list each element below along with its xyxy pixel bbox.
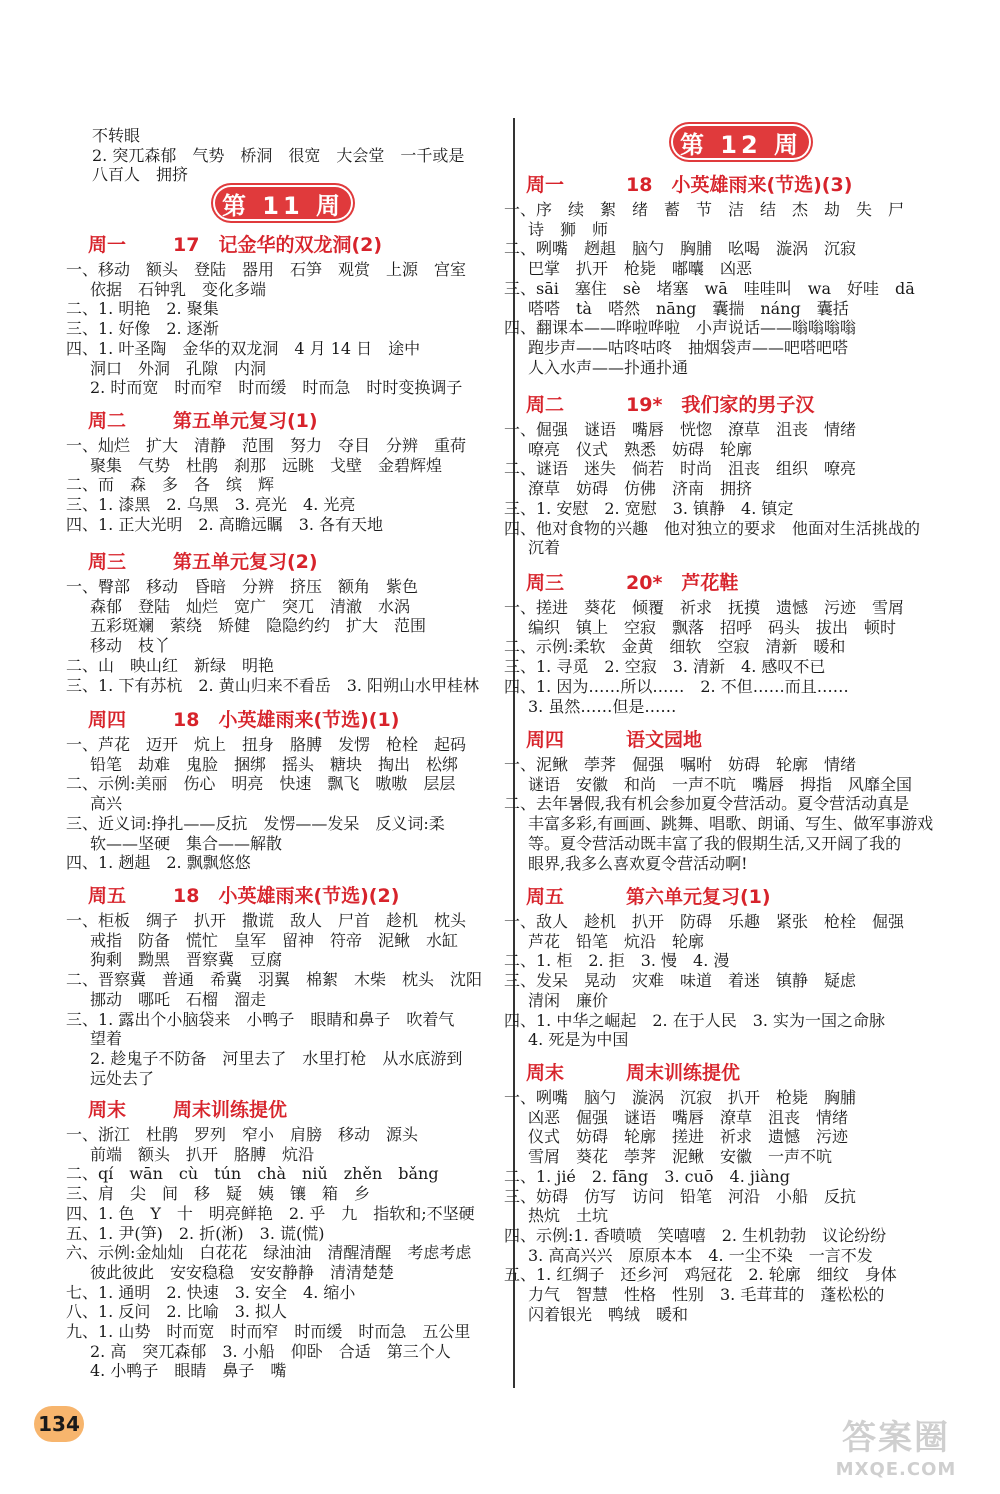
answer-line: 芦花 铅笔 炕沿 轮廓	[528, 931, 705, 951]
answer-line: 热炕 土坑	[528, 1206, 609, 1226]
answer-line: 3. 高高兴兴 原原本本 4. 一尘不染 一言不发	[528, 1245, 873, 1265]
answer-line: 四、翻课本——哗啦哗啦 小声说话——嗡嗡嗡嗡	[504, 318, 857, 338]
answer-line: 二、谜语 迷失 倘若 时尚 沮丧 组织 嘹亮	[504, 459, 857, 479]
answer-line: 一、泥鳅 荸荠 倔强 嘱咐 妨碍 轮廓 情绪	[504, 755, 857, 774]
lesson-title: 19* 我们家的男子汉	[626, 394, 815, 416]
answer-line: 四、他对食物的兴趣 他对独立的要求 他面对生活挑战的	[504, 518, 921, 538]
answer-line: 五、1. 红绸子 还乡河 鸡冠花 2. 轮廓 细纹 身体	[504, 1265, 897, 1285]
day-label: 周二	[88, 410, 127, 432]
answer-line: 八、1. 反问 2. 比喻 3. 拟人	[66, 1302, 288, 1322]
answer-line: 2. 时而宽 时而窄 时而缓 时而急 时时变换调子	[90, 378, 463, 398]
answer-line: 跑步声——咕咚咕咚 抽烟袋声——吧嗒吧嗒	[528, 337, 849, 357]
answer-line: 一、浙江 杜鹃 罗列 窄小 肩膀 移动 源头	[66, 1125, 419, 1144]
answer-line: 三、近义词:挣扎——反抗 发愣——发呆 反义词:柔	[66, 813, 445, 833]
answer-line: 4. 死是为中国	[528, 1030, 629, 1050]
answer-line: 编织 镇上 空寂 飘落 招呼 码头 拔出 顿时	[528, 617, 897, 637]
answer-line: 二、山 映山红 新绿 明艳	[66, 655, 275, 675]
intro-line: 不转眼	[92, 126, 141, 145]
answer-line: 四、1. 因为……所以…… 2. 不但……而且……	[504, 676, 849, 696]
answer-line: 三、sāi 塞住 sè 堵塞 wā 哇哇叫 wa 好哇 dā	[504, 278, 915, 298]
answer-line: 一、移动 额头 登陆 器用 石笋 观赏 上源 宫室	[66, 260, 467, 279]
answer-line: 诗 狮 师	[528, 219, 609, 239]
watermark-big: 答案圈	[842, 1418, 950, 1458]
day-label: 周三	[88, 551, 127, 573]
answer-line: 凶恶 倔强 谜语 嘴唇 潦草 沮丧 情绪	[528, 1107, 849, 1127]
answer-line: 二、1. 明艳 2. 聚集	[66, 299, 219, 319]
answer-line: 谜语 安徽 和尚 一声不吭 嘴唇 拇指 风靡全国	[528, 774, 913, 794]
answer-line: 闪着银光 鸭绒 暖和	[528, 1304, 689, 1324]
answer-line: 聚集 气势 杜鹃 刹那 远眺 戈壁 金碧辉煌	[90, 455, 443, 475]
answer-line: 三、1. 露出个小脑袋来 小鸭子 眼睛和鼻子 吹着气	[66, 1009, 455, 1029]
lesson-title: 第六单元复习(1)	[626, 886, 771, 908]
answer-line: 巴掌 扒开 枪毙 嘟囔 凶恶	[528, 259, 753, 279]
answer-line: 五彩斑斓 萦绕 矫健 隐隐约约 扩大 范围	[90, 616, 427, 636]
answer-line: 挪动 哪吒 石榴 溜走	[90, 989, 267, 1009]
lesson-title: 18 小英雄雨来(节选)(3)	[626, 174, 853, 196]
answer-line: 一、柜板 绸子 扒开 撒谎 敌人 尸首 趁机 枕头	[66, 911, 467, 930]
answer-line: 二、示例:柔软 金黄 细软 空寂 清新 暖和	[504, 637, 846, 657]
answer-line: 眼界,我多么喜欢夏令营活动啊!	[528, 853, 748, 873]
answer-line: 软——坚硬 集合——解散	[90, 833, 283, 853]
lesson-title: 第五单元复习(1)	[173, 410, 318, 432]
answer-line: 二、示例:美丽 伤心 明亮 快速 飘飞 嗷嗷 层层	[66, 774, 456, 794]
answer-line: 远处去了	[90, 1068, 155, 1088]
day-label: 周四	[526, 729, 565, 751]
answer-line: 潦草 妨碍 仿佛 济南 拥挤	[528, 479, 753, 499]
answer-line: 狗剩 黝黑 晋察冀 豆腐	[90, 950, 283, 970]
answer-line: 森郁 登陆 灿烂 宽广 突兀 清澈 水涡	[90, 596, 411, 616]
lesson-title: 18 小英雄雨来(节选)(2)	[173, 885, 400, 907]
answer-line: 一、灿烂 扩大 清静 范围 努力 夺目 分辨 重荷	[66, 436, 467, 455]
answer-line: 七、1. 通明 2. 快速 3. 安全 4. 缩小	[66, 1282, 356, 1302]
answer-line: 二、晋察冀 普通 希冀 羽翼 棉絮 木柴 枕头 沈阳	[66, 970, 483, 990]
answer-line: 沉着	[528, 538, 561, 558]
answer-line: 三、发呆 晃动 灾难 味道 着迷 镇静 疑虑	[504, 971, 857, 991]
answer-line: 望着	[90, 1029, 123, 1049]
answer-line: 等。夏令营活动既丰富了我的假期生活,又开阔了我的	[528, 833, 902, 853]
lesson-title: 周末训练提优	[173, 1099, 288, 1121]
day-label: 周末	[88, 1099, 127, 1121]
lesson-title: 17 记金华的双龙洞(2)	[173, 234, 383, 256]
answer-line: 雪屑 葵花 荸荠 泥鳅 安徽 一声不吭	[528, 1147, 833, 1167]
day-label: 周一	[88, 234, 127, 256]
intro-line: 2. 突兀森郁 气势 桥洞 很宽 大会堂 一千或是	[92, 146, 465, 165]
answer-line: 一、芦花 迈开 炕上 扭身 胳膊 发愣 枪栓 起码	[66, 735, 467, 754]
answer-line: 二、1. jié 2. fāng 3. cuō 4. jiàng	[504, 1166, 791, 1186]
answer-line: 2. 趁鬼子不防备 河里去了 水里打枪 从水底游到	[90, 1048, 463, 1068]
answer-line: 二、1. 柜 2. 拒 3. 慢 4. 漫	[504, 951, 730, 971]
answer-line: 四、1. 正大光明 2. 高瞻远瞩 3. 各有天地	[66, 514, 384, 534]
week-12-banner: 第 12 周	[671, 124, 811, 160]
watermark-logo	[810, 1410, 982, 1490]
answer-line: 四、1. 中华之崛起 2. 在于人民 3. 实为一国之命脉	[504, 1010, 886, 1030]
answer-line: 3. 虽然……但是……	[528, 696, 677, 716]
lesson-title: 第五单元复习(2)	[173, 551, 318, 573]
page-number: 134	[34, 1406, 84, 1442]
answer-line: 二、qí wān cù tún chà niǔ zhěn bǎng	[66, 1164, 439, 1184]
answer-line: 九、1. 山势 时而宽 时而窄 时而缓 时而急 五公里	[66, 1322, 471, 1341]
answer-line: 六、示例:金灿灿 白花花 绿油油 清醒清醒 考虑考虑	[66, 1243, 472, 1263]
answer-line: 人入水声——扑通扑通	[528, 357, 689, 377]
answer-line: 清闲 廉价	[528, 990, 609, 1010]
answer-line: 二、去年暑假,我有机会参加夏令营活动。夏令营活动真是	[504, 794, 910, 814]
answer-line: 高兴	[90, 794, 123, 814]
answer-line: 四、1. 色 Y 十 明亮鲜艳 2. 乎 九 指软和;不坚硬	[66, 1203, 475, 1223]
day-label: 周五	[88, 885, 127, 907]
answer-line: 彼此彼此 安安稳稳 安安静静 清清楚楚	[90, 1262, 395, 1282]
answer-line: 三、1. 安慰 2. 宽慰 3. 镇静 4. 镇定	[504, 498, 794, 518]
answer-line: 一、咧嘴 脑勺 漩涡 沉寂 扒开 枪毙 胸脯	[504, 1088, 857, 1107]
day-label: 周三	[526, 572, 565, 594]
answer-line: 三、妨碍 仿写 访问 铅笔 河沿 小船 反抗	[504, 1186, 857, 1206]
answer-line: 铅笔 劫难 鬼脸 捆绑 摇头 糖块 掏出 松绑	[90, 754, 459, 774]
answer-line: 力气 智慧 性格 性别 3. 毛茸茸的 蓬松松的	[528, 1285, 885, 1304]
answer-line: 一、搓进 葵花 倾覆 祈求 抚摸 遗憾 污迹 雪屑	[504, 598, 905, 617]
answer-line: 依据 石钟乳 变化多端	[90, 279, 267, 299]
answer-line: 2. 高 突兀森郁 3. 小船 仰卧 合适 第三个人	[90, 1341, 451, 1361]
answer-line: 丰富多彩,有画画、跳舞、唱歌、朗诵、写生、做军事游戏	[528, 814, 934, 834]
day-label: 周四	[88, 709, 127, 731]
answer-line: 嘹亮 仪式 熟悉 妨碍 轮廓	[528, 439, 753, 459]
answer-line: 嗒嗒 tà 嗒然 nāng 囊揣 náng 囊括	[528, 298, 849, 318]
day-label: 周末	[526, 1062, 565, 1084]
day-label: 周一	[526, 174, 565, 196]
answer-line: 三、1. 下有苏杭 2. 黄山归来不看岳 3. 阳朔山水甲桂林	[66, 675, 480, 695]
answer-line: 二、而 森 多 各 缤 辉	[66, 475, 275, 495]
answer-line: 五、1. 尹(笋) 2. 折(淅) 3. 谎(慌)	[66, 1223, 325, 1243]
lesson-title: 语文园地	[626, 729, 703, 751]
answer-line: 三、1. 寻觅 2. 空寂 3. 清新 4. 感叹不已	[504, 657, 826, 677]
answer-line: 一、敌人 趁机 扒开 防碍 乐趣 紧张 枪栓 倔强	[504, 912, 905, 931]
answer-line: 二、咧嘴 趔趄 脑勺 胸脯 吆喝 漩涡 沉寂	[504, 239, 857, 259]
answer-line: 移动 枝丫	[90, 636, 171, 656]
answer-line: 四、1. 叶圣陶 金华的双龙洞 4 月 14 日 途中	[66, 338, 421, 358]
lesson-title: 周末训练提优	[626, 1062, 741, 1084]
lesson-title: 18 小英雄雨来(节选)(1)	[173, 709, 400, 731]
answer-line: 三、肩 尖 间 移 疑 姨 镶 箱 乡	[66, 1184, 371, 1204]
answer-line: 一、倔强 谜语 嘴唇 恍惚 潦草 沮丧 情绪	[504, 420, 857, 439]
answer-line: 戒指 防备 慌忙 皇军 留神 符帝 泥鳅 水缸	[90, 930, 459, 950]
watermark-small: MXQE.COM	[835, 1459, 957, 1480]
lesson-title: 20* 芦花鞋	[626, 572, 739, 594]
answer-line: 前端 额头 扒开 胳膊 炕沿	[90, 1144, 315, 1164]
day-label: 周五	[526, 886, 565, 908]
answer-line: 三、1. 漆黑 2. 乌黑 3. 亮光 4. 光亮	[66, 495, 356, 515]
intro-line: 八百人 拥挤	[92, 165, 189, 184]
answer-line: 仪式 妨碍 轮廓 搓进 祈求 遗憾 污迹	[528, 1127, 849, 1147]
answer-line: 四、1. 趔趄 2. 飘飘悠悠	[66, 853, 251, 873]
answer-line: 一、臀部 移动 昏暗 分辨 挤压 额角 紫色	[66, 577, 419, 596]
answer-line: 三、1. 好像 2. 逐渐	[66, 319, 219, 339]
answer-line: 一、序 续 絮 绪 蓄 节 洁 结 杰 劫 失 尸	[504, 200, 905, 219]
answer-line: 四、示例:1. 香喷喷 笑嘻嘻 2. 生机勃勃 议论纷纷	[504, 1225, 887, 1245]
answer-line: 4. 小鸭子 眼睛 鼻子 嘴	[90, 1361, 287, 1381]
week-11-banner: 第 11 周	[213, 185, 353, 221]
answer-line: 洞口 外洞 孔隙 内洞	[90, 358, 267, 378]
day-label: 周二	[526, 394, 565, 416]
